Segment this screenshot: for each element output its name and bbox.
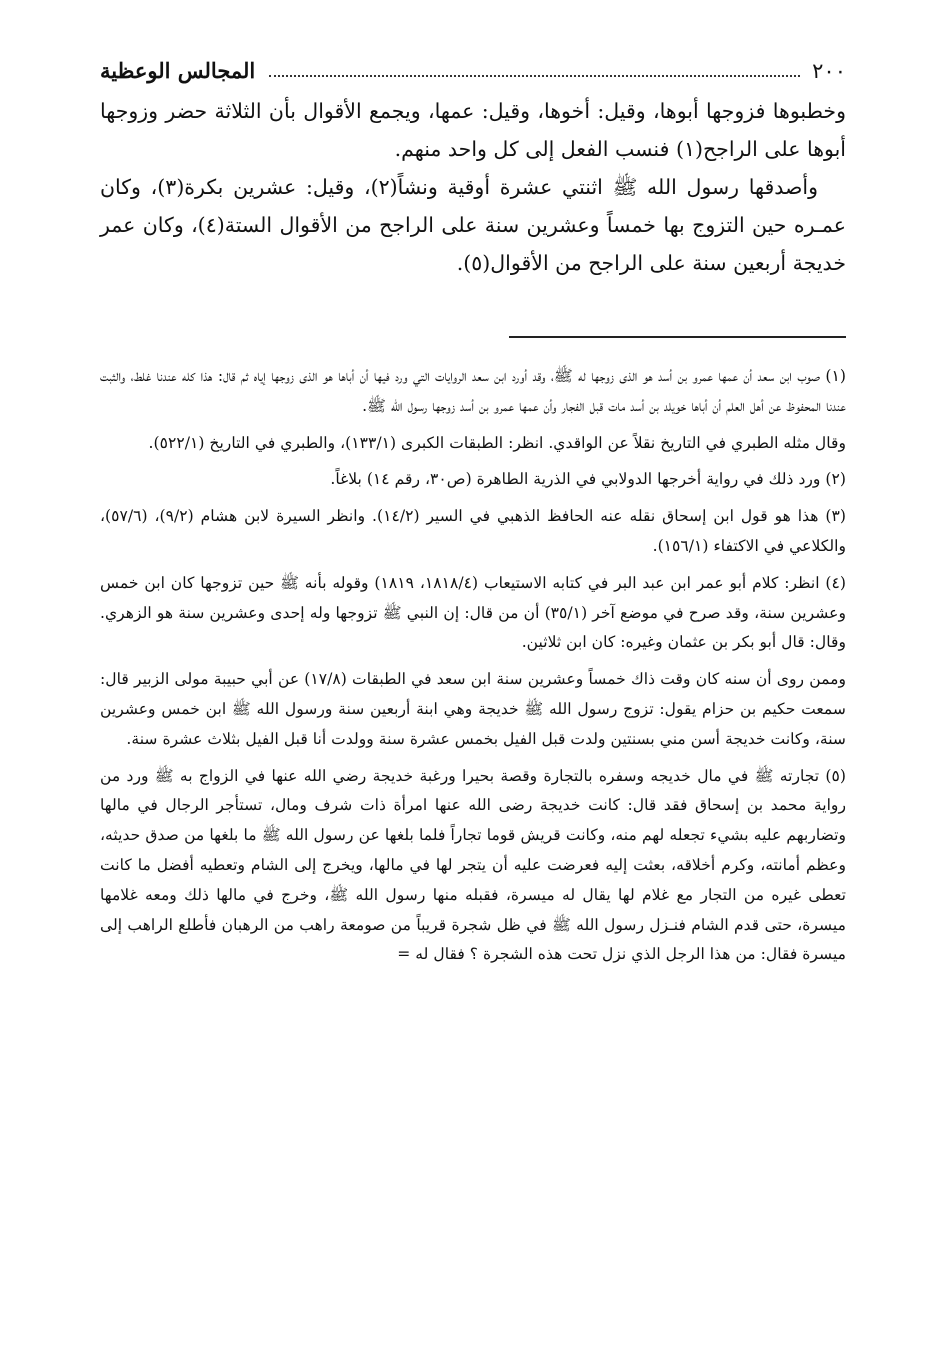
footnote: (٤) انظر: كلام أبو عمر ابن عبد البر في كتابه الاستيعاب (١٨١٨/٤، ١٨١٩) وقوله بأنه ﷺ حين تزوجها كان ابن خمس وعشرين سنة، وقد صرح في موضع آخر (٣٥/١) أن من قال: إن النبي ﷺ تزوجها وله إحدى وعشرين سنة هو الزهري. وقال: قال أبو بكر بن عثمان وغيره: كان ابن ثلاثين.	[100, 573, 847, 652]
header-dotted-leader	[269, 75, 800, 77]
page-number: ٢٠٠	[812, 59, 846, 83]
main-text	[100, 92, 846, 282]
running-header	[100, 52, 846, 86]
running-title: المجالس الوعظية	[100, 58, 256, 83]
footnote: (٣) هذا هو قول ابن إسحاق نقله عنه الحافظ الذهبي في السير (١٤/٢). وانظر السيرة لابن هشام (٩/٢)، (٥٧/٦)، والكلاعي في الاكتفاء (١٥٦/١).	[100, 507, 846, 555]
main-paragraph: وخطبوها فزوجها أبوها، وقيل: أخوها، وقيل: عمها، ويجمع الأقوال بأن الثلاثة حضر وزوجها أبوها على الراجح(١) فنسب الفعل إلى كل واحد منهم.	[100, 99, 846, 161]
footnote-continuation: وممن روى أن سنه كان وقت ذاك خمساً وعشرين سنة ابن سعد في الطبقات (١٧/٨) عن أبي حبيبة مولى الزبير قال: سمعت حكيم بن حزام يقول: تزوج رسول الله ﷺ خديجة وهي ابنة أربعين سنة ورسول الله ﷺ ابن خمس وعشرين سنة، وكانت خديجة أسن مني بسنتين ولدت قبل الفيل بخمس عشرة سنة وولدت أنا قبل الفيل بثلاث عشرة سنة.	[100, 670, 846, 748]
main-paragraph: وأصدقها رسول الله ﷺ اثنتي عشرة أوقية ونشاً(٢)، وقيل: عشرين بكرة(٣)، وكان عمـره حين التزوج بها خمساً وعشرين سنة على الراجح من الأقوال الستة(٤)، وكان عمر خديجة أربعين سنة على الراجح من الأقوال(٥).	[100, 175, 846, 275]
footnote-continuation: وقال مثله الطبري في التاريخ نقلاً عن الواقدي. انظر: الطبقات الكبرى (١٣٣/١)، والطبري في التاريخ (٥٢٢/١).	[148, 433, 846, 452]
footnote: (٥) تجارته ﷺ في مال خديجه وسفره بالتجارة وقصة بحيرا ورغبة خديجة رضي الله عنها في الزواج به ﷺ ورد من رواية محمد بن إسحاق فقد قال: كانت خديجة رضى الله عنها امرأة ذات شرف ومال، تستأجر الرجال في مالها وتضاربهم عليه بشيء تجعله لهم منه، وكانت قريش قوما تجاراً فلما بلغها عن رسول الله ﷺ ما بلغها من صدق حديثه، وعظم أمانته، وكرم أخلاقه، بعثت إليه فعرضت عليه أن يتجر لها في مالها، ويخرج إلى الشام وتعطيه أفضل ما كانت تعطى غيره من التجار مع غلام لها يقال له ميسرة، فقبله منها رسول الله ﷺ، وخرج في مالها ذلك ومعه غلامها ميسرة، حتى قدم الشام فنـزل رسول الله ﷺ في ظل شجرة قريباً من صومعة راهب من الرهبان فأطلع الراهب إلى ميسرة فقال: من هذا الرجل الذي نزل تحت هذه الشجرة ؟ فقال له =	[100, 766, 846, 964]
footnote-separator	[509, 336, 846, 338]
book-page	[100, 52, 846, 1346]
footnote: (١) صوب ابن سعد أن عمها عمرو بن أسد هو الذى زوجها له ﷺ، وقد أورد ابن سعد الروايات التي ورد فيها أن أباها هو الذى زوجها إياه ثم قال: هذا كله عندنا غلط، والثبت عندنا المحفوظ عن أهل العلم أن أباها خويلد بن أسد مات قبل الفجار وأن عمها عمرو بن أسد زوجها رسول الله ﷺ.	[100, 367, 846, 415]
footnote: (٢) ورد ذلك في رواية أخرجها الدولابي في الذرية الطاهرة (ص٣٠، رقم ١٤) بلاغاً.	[330, 470, 846, 489]
footnotes	[100, 362, 846, 970]
